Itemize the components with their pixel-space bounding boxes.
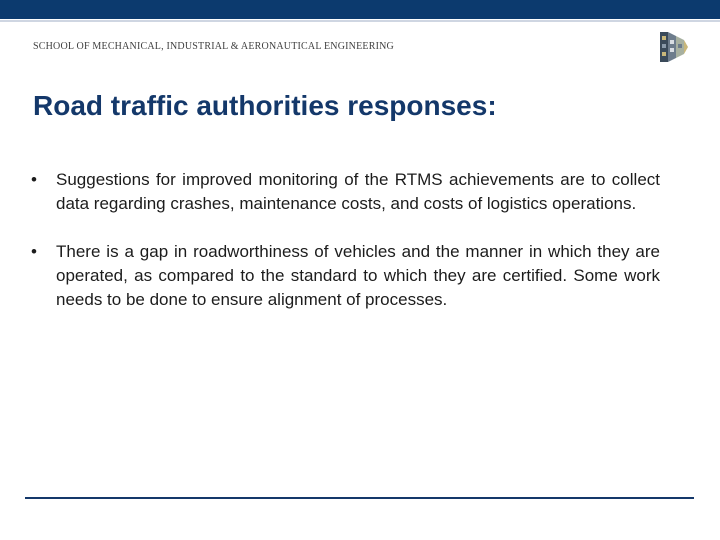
bullet-item <box>31 168 660 216</box>
slide-title: Road traffic authorities responses: <box>33 90 497 121</box>
bullet-text: Suggestions for improved monitoring of the RTMS achievements are to collect data regarding crashes, maintenance costs, and costs of logistics operations. <box>56 170 660 213</box>
footer-divider <box>25 497 694 499</box>
bullet-marker: • <box>31 242 37 261</box>
school-name: SCHOOL OF MECHANICAL, INDUSTRIAL & AERONAUTICAL ENGINEERING <box>33 41 394 52</box>
bullet-text: There is a gap in roadworthiness of vehicles and the manner in which they are operated, as compared to the standard to which they are certified. Some work needs to be done to ensure alignment of processes. <box>56 242 660 309</box>
bullet-marker: • <box>31 170 37 189</box>
bullet-list <box>31 168 660 336</box>
bullet-item <box>31 240 660 312</box>
top-banner <box>0 0 720 19</box>
top-banner-underline <box>0 20 720 22</box>
university-logo-icon <box>658 30 690 64</box>
